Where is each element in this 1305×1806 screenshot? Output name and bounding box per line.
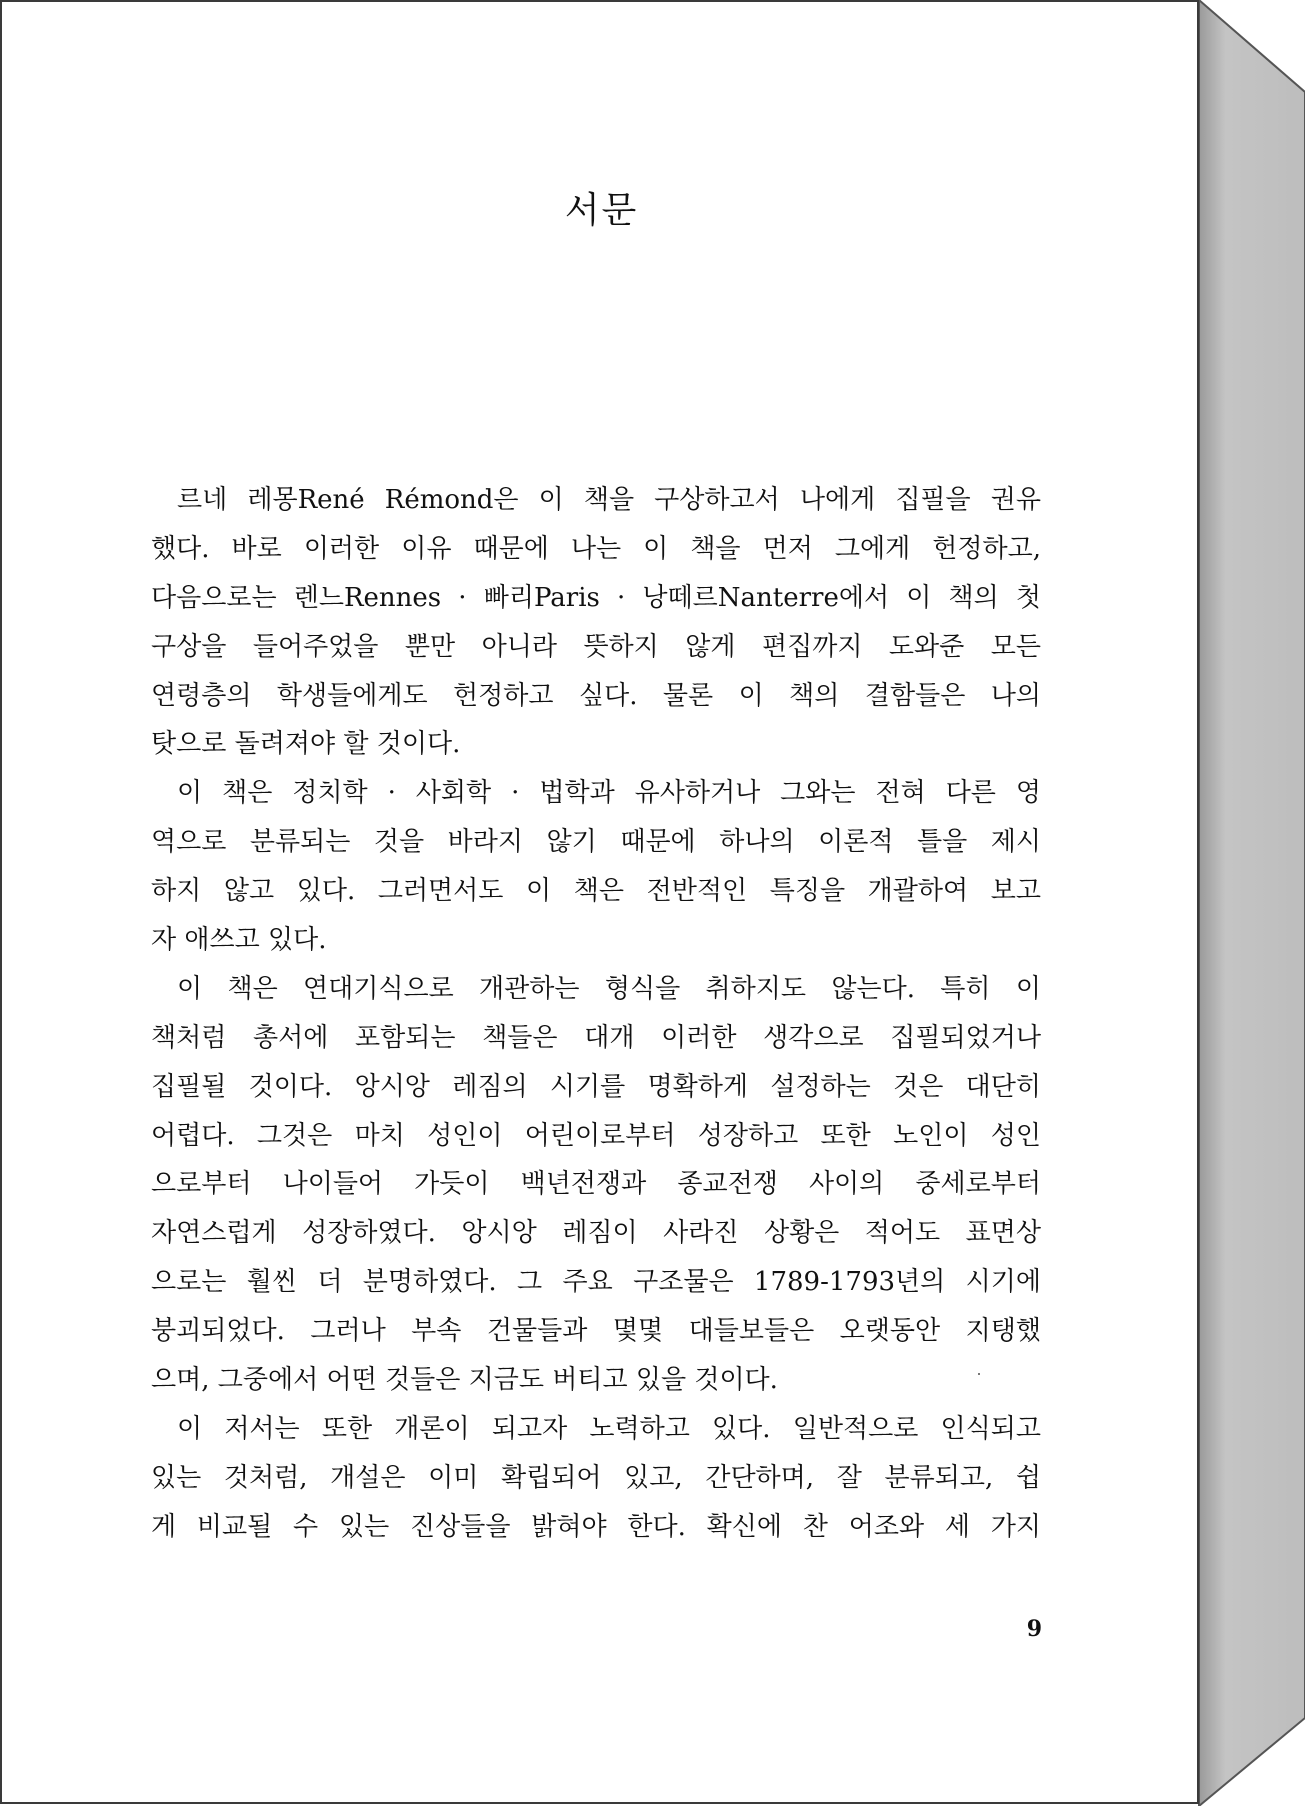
text-line: 르네 레몽René Rémond은 이 책을 구상하고서 나에게 집필을 권유 [177, 485, 1041, 515]
text-line: 책처럼 총서에 포함되는 책들은 대개 이러한 생각으로 집필되었거나 [151, 1022, 1041, 1053]
text-line: 탓으로 돌려져야 할 것이다. [151, 729, 461, 760]
text-line: 붕괴되었다. 그러나 부속 건물들과 몇몇 대들보들은 오랫동안 지탱했 [151, 1316, 1041, 1347]
scan-speck [978, 1373, 980, 1375]
text-line: 자 애쓰고 있다. [151, 925, 327, 956]
text-line: 있는 것처럼, 개설은 이미 확립되어 있고, 간단하며, 잘 분류되고, 쉽 [151, 1462, 1041, 1493]
text-line: 어렵다. 그것은 마치 성인이 어린이로부터 성장하고 또한 노인이 성인 [151, 1120, 1041, 1151]
text-line: 이 저서는 또한 개론이 되고자 노력하고 있다. 일반적으로 인식되고 [177, 1413, 1041, 1444]
page-title: 서문 [564, 190, 639, 231]
text-line: 이 책은 정치학 · 사회학 · 법학과 유사하거나 그와는 전혀 다른 영 [177, 778, 1041, 809]
text-line: 하지 않고 있다. 그러면서도 이 책은 전반적인 특징을 개괄하여 보고 [151, 876, 1041, 907]
text-line: 자연스럽게 성장하였다. 앙시앙 레짐이 사라진 상황은 적어도 표면상 [151, 1218, 1041, 1249]
text-line: 연령층의 학생들에게도 헌정하고 싶다. 물론 이 책의 결함들은 나의 [151, 680, 1041, 711]
body-text [151, 476, 1041, 1552]
text-line: 역으로 분류되는 것을 바라지 않기 때문에 하나의 이론적 틀을 제시 [151, 827, 1041, 858]
text-line: 했다. 바로 이러한 이유 때문에 나는 이 책을 먼저 그에게 헌정하고, [151, 533, 1041, 564]
text-line: 다음으로는 렌느Rennes · 빠리Paris · 낭떼르Nanterre에서 이 책의 첫 [151, 582, 1041, 613]
text-line: 이 책은 연대기식으로 개관하는 형식을 취하지도 않는다. 특히 이 [177, 973, 1041, 1004]
text-line: 게 비교될 수 있는 진상들을 밝혀야 한다. 확신에 찬 어조와 세 가지 [151, 1511, 1041, 1542]
text-line: 구상을 들어주었을 뿐만 아니라 뜻하지 않게 편집까지 도와준 모든 [151, 631, 1041, 662]
text-line: 으로는 훨씬 더 분명하였다. 그 주요 구조물은 1789-1793년의 시기에 [151, 1267, 1041, 1298]
text-line: 으로부터 나이들어 가듯이 백년전쟁과 종교전쟁 사이의 중세로부터 [151, 1169, 1041, 1200]
text-line: 집필될 것이다. 앙시앙 레짐의 시기를 명확하게 설정하는 것은 대단히 [151, 1071, 1041, 1102]
text-line: 으며, 그중에서 어떤 것들은 지금도 버티고 있을 것이다. [151, 1365, 778, 1396]
page-number: 9 [1026, 1616, 1042, 1642]
